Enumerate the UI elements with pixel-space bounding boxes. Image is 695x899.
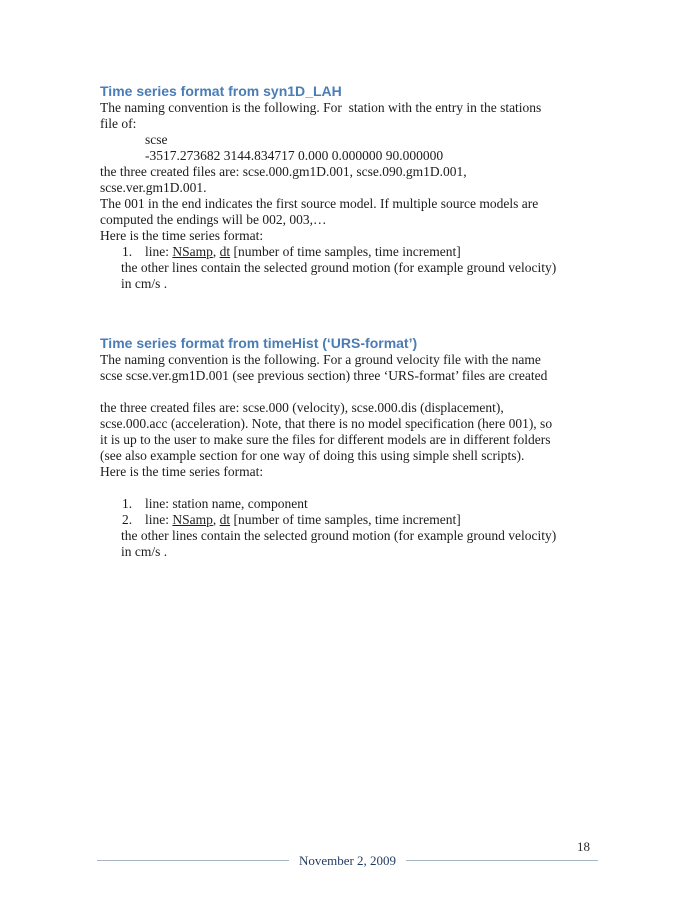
paragraph-naming-convention bbox=[100, 100, 600, 132]
station-entry-block bbox=[145, 132, 600, 164]
paragraph-naming-convention bbox=[100, 352, 600, 384]
text-line: The naming convention is the following. For station with the entry in the stations bbox=[100, 100, 542, 115]
text-line: scse.000.acc (acceleration). Note, that there is no model specification (here 001), so bbox=[100, 416, 553, 431]
list-note bbox=[121, 528, 600, 560]
section-syn1d-lah bbox=[100, 83, 600, 292]
footer bbox=[97, 852, 598, 869]
underlined-term: dt bbox=[219, 512, 231, 527]
page-content bbox=[100, 83, 600, 560]
list-item bbox=[100, 512, 600, 528]
text-line: the other lines contain the selected ground motion (for example ground velocity) bbox=[121, 260, 557, 275]
text-line: file of: bbox=[100, 116, 137, 131]
text-line: scse scse.ver.gm1D.001 (see previous section) three ‘URS-format’ files are created bbox=[100, 368, 548, 383]
footer-rule-left bbox=[97, 860, 289, 861]
text-line: Here is the time series format: bbox=[100, 228, 264, 243]
underlined-term: dt bbox=[219, 244, 231, 259]
text-line: the three created files are: scse.000 (velocity), scse.000.dis (displacement), bbox=[100, 400, 504, 415]
list-item-number: 1. bbox=[122, 244, 133, 259]
list-note bbox=[121, 260, 600, 292]
section-heading: Time series format from syn1D_LAH bbox=[100, 83, 342, 99]
text-line: the other lines contain the selected ground motion (for example ground velocity) bbox=[121, 528, 557, 543]
footer-rule-right bbox=[406, 860, 598, 861]
list-item bbox=[100, 244, 600, 260]
list-item-number: 1. bbox=[122, 496, 133, 511]
format-list bbox=[100, 244, 600, 260]
footer-date: November 2, 2009 bbox=[298, 853, 397, 868]
section-timehist-urs bbox=[100, 335, 600, 560]
underlined-term: NSamp bbox=[172, 512, 213, 527]
text-line: in cm/s . bbox=[121, 544, 168, 559]
blank-line bbox=[100, 480, 600, 496]
list-item bbox=[100, 496, 600, 512]
list-item-text: line: NSamp, dt [number of time samples, time increment] bbox=[145, 512, 461, 527]
list-item-text: line: station name, component bbox=[145, 496, 308, 511]
text-line: The naming convention is the following. For a ground velocity file with the name bbox=[100, 352, 541, 367]
page-number: 18 bbox=[577, 839, 590, 854]
text-line: scse bbox=[145, 132, 168, 147]
text-line: Here is the time series format: bbox=[100, 464, 264, 479]
text-line: computed the endings will be 002, 003,… bbox=[100, 212, 327, 227]
format-list bbox=[100, 496, 600, 528]
list-item-number: 2. bbox=[122, 512, 133, 527]
text-line: scse.ver.gm1D.001. bbox=[100, 180, 207, 195]
underlined-term: NSamp bbox=[172, 244, 213, 259]
text-line: The 001 in the end indicates the first source model. If multiple source models are bbox=[100, 196, 539, 211]
text-line: it is up to the user to make sure the files for different models are in different folders bbox=[100, 432, 551, 447]
paragraph-created-files bbox=[100, 164, 600, 244]
list-item-text: line: NSamp, dt [number of time samples, time increment] bbox=[145, 244, 461, 259]
text-line: (see also example section for one way of doing this using simple shell scripts). bbox=[100, 448, 525, 463]
section-heading: Time series format from timeHist (‘URS-format’) bbox=[100, 335, 418, 351]
paragraph-created-files bbox=[100, 400, 600, 480]
text-line: the three created files are: scse.000.gm1D.001, scse.090.gm1D.001, bbox=[100, 164, 467, 179]
text-line: in cm/s . bbox=[121, 276, 168, 291]
text-line: -3517.273682 3144.834717 0.000 0.000000 90.000000 bbox=[145, 148, 444, 163]
blank-line bbox=[100, 384, 600, 400]
